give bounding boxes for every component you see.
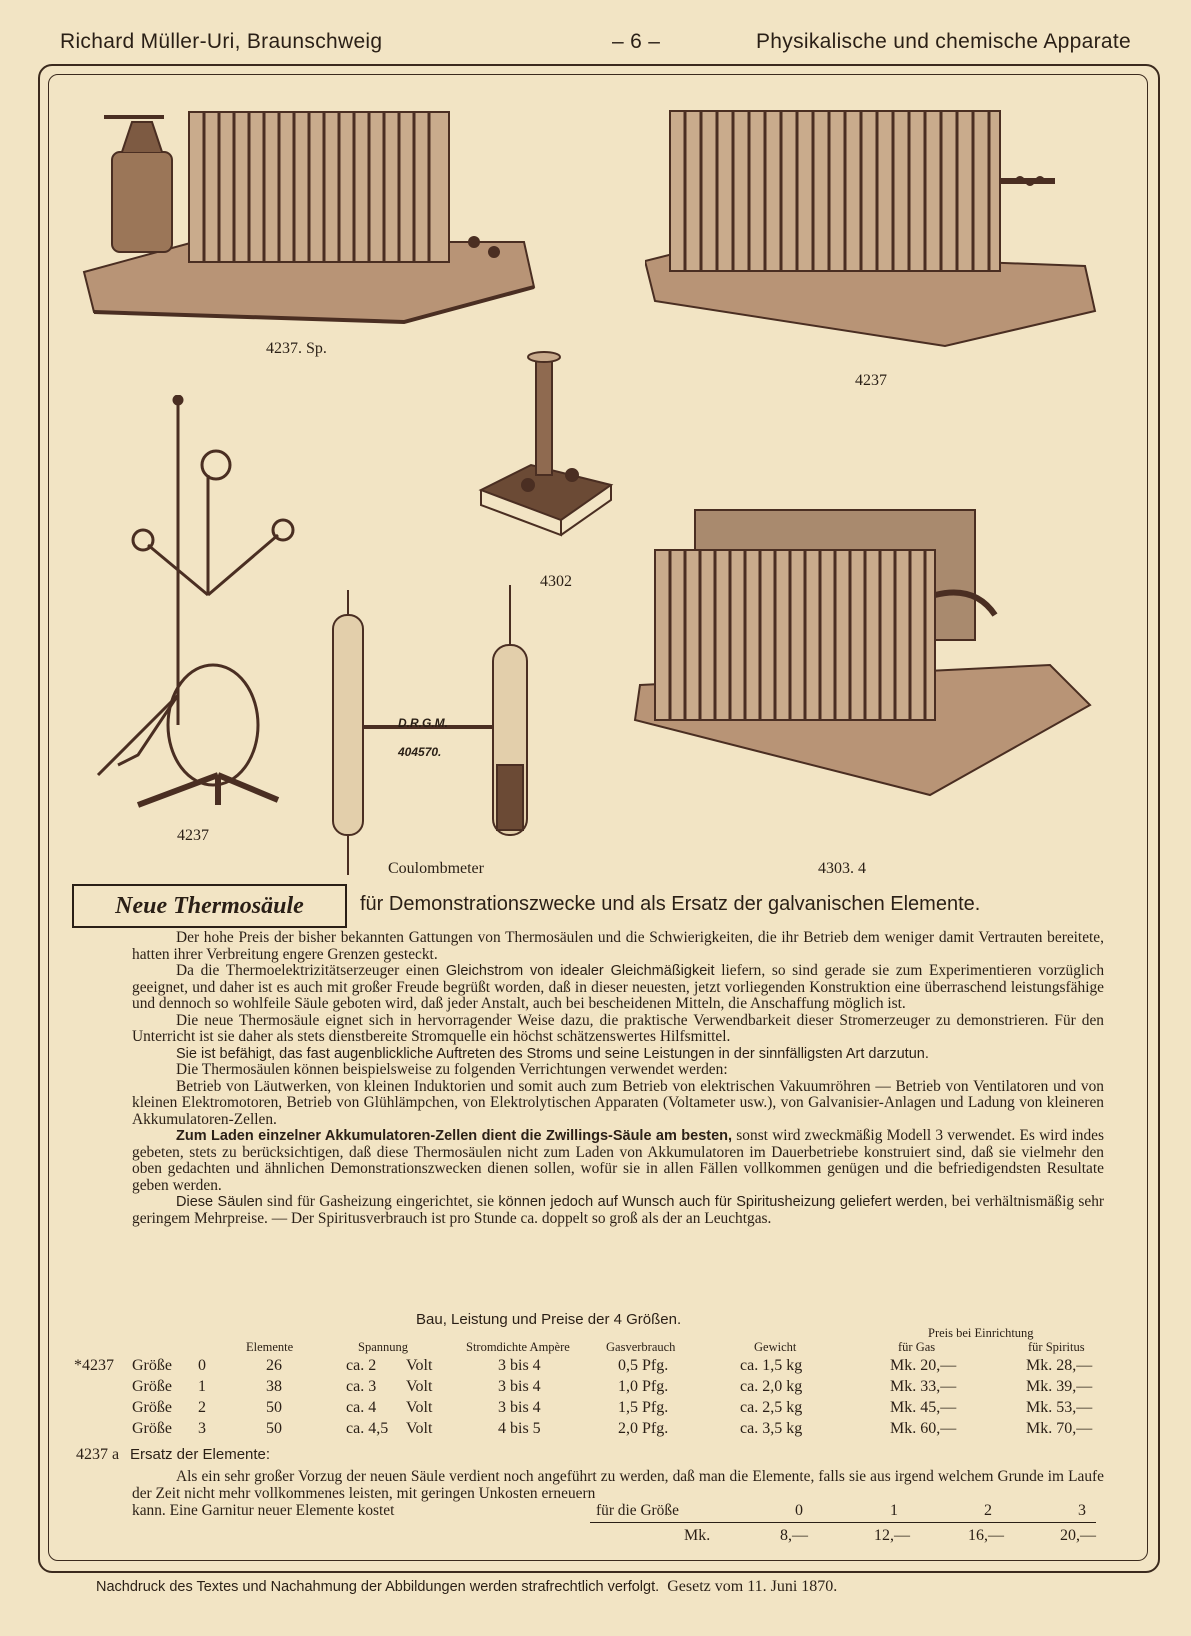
paragraph-5: Die Thermosäulen können beispielsweise zu folgenden Verrichtungen verwendet werden: bbox=[176, 1061, 728, 1078]
figure-caption-4303-4: 4303. 4 bbox=[818, 860, 866, 877]
column-header-elements: Elemente bbox=[246, 1340, 294, 1354]
section-title: Physikalische und chemische Apparate bbox=[755, 30, 1131, 53]
paragraph-6: Betrieb von Läutwerken, von kleinen Induktorien und somit auch zum Betrieb von elektrischen Vakuumröhren — Betrieb von Ventilatoren und von kleinen Elektromotoren, Betrieb von Glühlämpchen, von Elektrolytischen Apparaten (Voltameter usw.), von Galvanisier-Anlagen und Ladung von kleineren Akkumulatoren-Zellen. bbox=[132, 1077, 1104, 1128]
figure-caption-4237-right: 4237 bbox=[855, 372, 887, 389]
replacement-price-3: 20,— bbox=[1060, 1527, 1096, 1544]
paragraph-7: Zum Laden einzelner Akkumulatoren-Zellen dient die Zwillings-Säule am besten, sonst wird zweckmäßig Modell 3 verwendet. Es wird indes gebeten, stets zu berücksichtigen, daß diese Thermosäulen nicht zum Laden von Akkumulatoren im Dauerbetriebe konstruiert sind, daß sie vielmehr den oben gedachten und ähnlichen Demonstrationszwecken dienen sollen, wofür sie in allen Fällen vollkommen genügen und die befriedigendsten Resultate geben werden. bbox=[132, 1127, 1104, 1194]
replacement-price-0: 8,— bbox=[780, 1527, 808, 1544]
copyright-notice: Nachdruck des Textes und Nachahmung der Abbildungen werden strafrechtlich verfolgt. Gesetz vom 11. Juni 1870. bbox=[96, 1578, 838, 1595]
thermopile-with-burner-illustration bbox=[74, 92, 544, 342]
page-number: – 6 – bbox=[612, 30, 661, 53]
catalog-page: Richard Müller-Uri, Braunschweig – 6 – Physikalische und chemische Apparate 4237. Sp. 4237 4302 4237 D.R.G.M. 404570. Coulombmeter 4303. 4 Neue Thermosäule für Demonstrationszwecke und als Ersatz der galvanischen Elemente. Der hohe Preis der bisher bekannten Gattungen von Thermosäulen und die Schwierigkeiten, die ihr Betrieb dem weniger damit Vertrauten bereitete, hatten ihrer Verbreitung engere Grenzen gesteckt. Da die Thermoelektrizitätserzeuger einen Gleichstrom von idealer Gleichmäßigkeit liefern, so sind gerade sie zum Experimentieren vorzüglich geeignet, und daher ist es auch mit großer Freude begrüßt worden, daß in dieser neuesten, jetzt vorliegenden Konstruktion eine überraschend leistungsfähige und dennoch so wohlfeile Säule geboten wird, daß jeder Anstalt, auch bei bescheidenen Mitteln, die Anschaffung möglich ist. Die neue Thermosäule eignet sich in hervorragender Weise dazu, die praktische Verwendbarkeit dieser Stromerzeuger zu demonstrieren. Für den Unterricht ist sie daher als stets dienstbereite Stromquelle ein höchst schätzenswertes Hilfsmittel. Sie ist befähigt, das fast augenblickliche Auftreten des Stroms und seine Leistungen in der sinnfälligsten Art darzutun. Die Thermosäulen können beispielsweise zu folgenden Verrichtungen verwendet werden: Betrieb von Läutwerken, von kleinen Induktorien und somit auch zum Betrieb von elektrischen Vakuumröhren — Betrieb von Ventilatoren und von kleinen Elektromotoren, Betrieb von Glühlämpchen, von Elektrolytischen Apparaten (Voltameter usw.), von Galvanisier-Anlagen und Ladung von kleineren Akkumulatoren-Zellen. Zum Laden einzelner Akkumulatoren-Zellen dient die Zwillings-Säule am besten, sonst wird zweckmäßig Modell 3 verwendet. Es wird indes gebeten, stets zu berücksichtigen, daß diese Thermosäulen nicht zum Laden von Akkumulatoren im Dauerbetriebe konstruiert sind, daß sie vielmehr den oben gedachten und ähnlichen Demonstrationszwecken dienen sollen, wofür sie in allen Fällen vollkommen genügen und die befriedigendsten Resultate geben werden. Diese Säulen sind für Gasheizung eingerichtet, sie können jedoch auf Wunsch auch für Spiritusheizung geliefert werden, bei verhältnismäßig sehr geringem Mehrpreise. — Der Spiritusverbrauch ist pro Stunde ca. doppelt so groß als der an Leuchtgas. Bau, Leistung und Preise der 4 Größen. Preis bei Einrichtung Elemente Spannung Stromdichte Ampère Gasverbrauch Gewicht für Gas für Spiritus *4237 Größe 0 26 ca. 2 Volt 3 bis 4 0,5 Pfg. ca. 1,5 kg Mk. 20,— Mk. 28,— Größe 1 38 ca. 3 Volt 3 bis 4 1,0 Pfg. ca. 2,0 kg Mk. 33,— Mk. 39,— Größe 2 50 ca. 4 Volt 3 bis 4 1,5 Pfg. ca. 2,5 kg Mk. 45,— Mk. 53,— Größe 3 50 ca. 4,5 Volt 4 bis 5 2,0 Pfg. ca. 3,5 kg Mk. 60,— Mk. 70,— 4237 a Ersatz der Elemente: Als ein sehr großer Vorzug der neuen Säule verdient noch angeführt zu werden, daß man die Elemente, falls sie aus irgend welchem Grunde im Laufe der Zeit nicht mehr vollkommenes leisten, mit geringen Unkosten erneuern kann. Eine Garnitur neuer Elemente kostet für die Größe 0 1 2 3 Mk. 8,— 12,— 16,— 20,— Nachdruck des Textes und Nachahmung der Abbildungen werden strafrechtlich verfolgt. Gesetz vom 11. Juni 1870. bbox=[0, 0, 1191, 1636]
replacement-size-3: 3 bbox=[1078, 1502, 1086, 1519]
column-header-price-spirit: für Spiritus bbox=[1028, 1340, 1085, 1354]
figure-caption-coulombmeter: Coulombmeter bbox=[388, 860, 484, 877]
patent-stamp-drgm: D.R.G.M. bbox=[398, 716, 448, 730]
replacement-size-2: 2 bbox=[984, 1502, 992, 1519]
publisher: Richard Müller-Uri, Braunschweig bbox=[60, 30, 383, 53]
paragraph-8: Diese Säulen sind für Gasheizung eingerichtet, sie können jedoch auf Wunsch auch für Spiritusheizung geliefert werden, bei verhältnismäßig sehr geringem Mehrpreise. — Der Spiritusverbrauch ist pro Stunde ca. doppelt so groß als der an Leuchtgas. bbox=[132, 1193, 1105, 1227]
page-header bbox=[60, 30, 1131, 62]
description-text bbox=[132, 930, 1104, 1227]
divider bbox=[590, 1522, 1096, 1523]
column-header-voltage: Spannung bbox=[358, 1340, 408, 1354]
replacement-price-1: 12,— bbox=[874, 1527, 910, 1544]
replacement-text: Als ein sehr großer Vorzug der neuen Säule verdient noch angeführt zu werden, daß man die Elemente, falls sie aus irgend welchem Grunde im Laufe der Zeit nicht mehr vollkommenes leisten, mit geringen Unkosten erneuern bbox=[132, 1468, 1104, 1502]
column-header-price-gas: für Gas bbox=[898, 1340, 936, 1354]
twin-thermopile-illustration bbox=[630, 505, 1100, 805]
replacement-title: Ersatz der Elemente: bbox=[130, 1446, 271, 1463]
thermopile-illustration bbox=[645, 96, 1105, 356]
paragraph-2: Da die Thermoelektrizitätserzeuger einen Gleichstrom von idealer Gleichmäßigkeit liefern, so sind gerade sie zum Experimentieren vorzüglich geeignet, und daher ist es auch mit großer Freude begrüßt worden, daß in dieser neuesten, jetzt vorliegenden Konstruktion eine überraschend leistungsfähige und dennoch so wohlfeile Säule geboten wird, daß jeder Anstalt, auch bei bescheidenen Mitteln, die Anschaffung möglich ist. bbox=[132, 962, 1105, 1012]
table-title: Bau, Leistung und Preise der 4 Größen. bbox=[416, 1311, 682, 1328]
price-group-header: Preis bei Einrichtung bbox=[928, 1326, 1034, 1340]
figure-caption-4302: 4302 bbox=[540, 573, 572, 590]
heading-boxed-title: Neue Thermosäule bbox=[72, 884, 347, 928]
replacement-price-2: 16,— bbox=[968, 1527, 1004, 1544]
patent-stamp-number: 404570. bbox=[398, 745, 442, 759]
model-number: *4237 bbox=[74, 1357, 114, 1374]
figure-caption-4237-lamp: 4237 bbox=[177, 827, 209, 844]
coulombmeter-illustration bbox=[325, 585, 545, 875]
heading-subtitle: für Demonstrationszwecke und als Ersatz der galvanischen Elemente. bbox=[360, 893, 981, 915]
paragraph-3: Die neue Thermosäule eignet sich in hervorragender Weise dazu, die praktische Verwendbarkeit dieser Stromerzeuger zu demonstrieren. Für den Unterricht ist sie daher als stets dienstbereite Stromquelle ein höchst schätzenswertes Hilfsmittel. bbox=[132, 1011, 1104, 1045]
lamp-stand-illustration bbox=[78, 395, 318, 815]
galvanometer-illustration bbox=[476, 345, 616, 545]
figure-caption-4237-sp: 4237. Sp. bbox=[266, 340, 327, 357]
replacement-currency: Mk. bbox=[684, 1527, 711, 1544]
paragraph-4: Sie ist befähigt, das fast augenblickliche Auftreten des Stroms und seine Leistungen in der sinnfälligsten Art darzutun. bbox=[176, 1045, 929, 1062]
for-size-label: für die Größe bbox=[596, 1502, 679, 1519]
column-header-weight: Gewicht bbox=[754, 1340, 797, 1354]
column-header-gas: Gasverbrauch bbox=[606, 1340, 676, 1354]
replacement-size-0: 0 bbox=[795, 1502, 803, 1519]
column-header-current: Stromdichte Ampère bbox=[466, 1340, 570, 1354]
replacement-model-number: 4237 a bbox=[76, 1446, 120, 1463]
replacement-size-1: 1 bbox=[890, 1502, 898, 1519]
paragraph-1: Der hohe Preis der bisher bekannten Gattungen von Thermosäulen und die Schwierigkeiten, die ihr Betrieb dem weniger damit Vertrauten bereitete, hatten ihrer Verbreitung engere Grenzen gesteckt. bbox=[132, 929, 1104, 963]
replacement-text-end: kann. Eine Garnitur neuer Elemente kostet bbox=[132, 1502, 395, 1519]
